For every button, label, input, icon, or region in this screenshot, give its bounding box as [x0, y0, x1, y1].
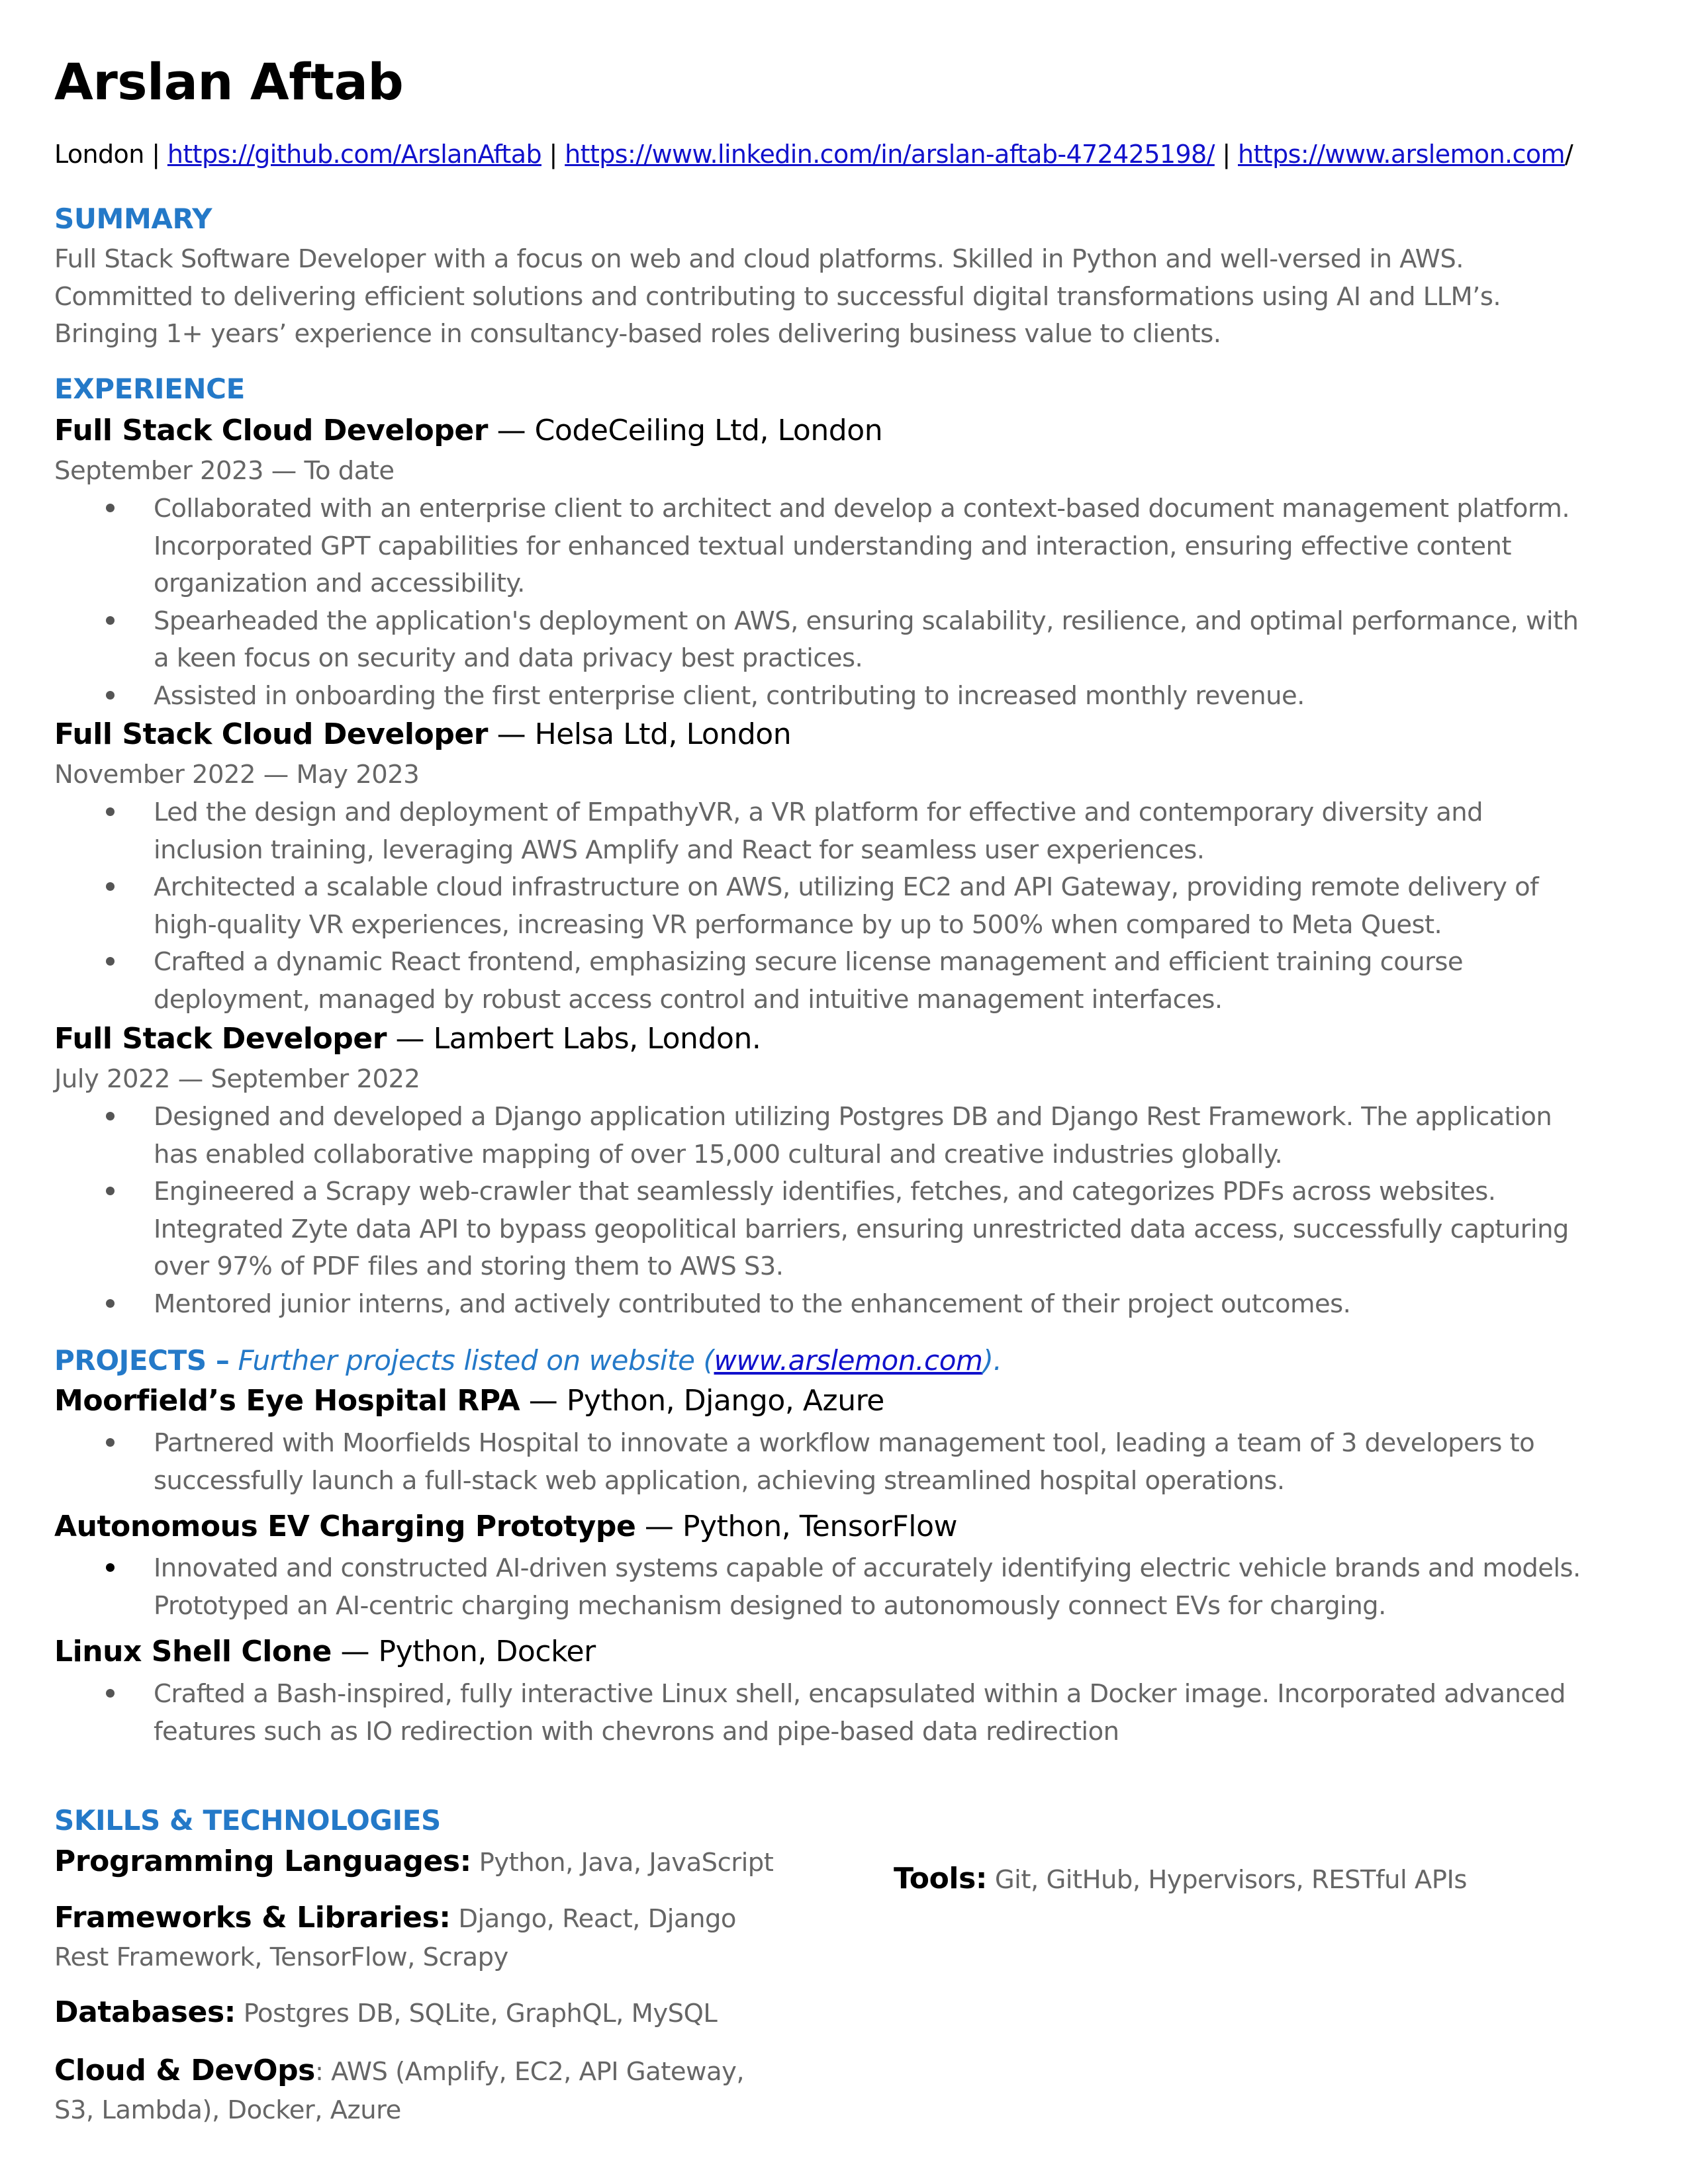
- bullet-dot-icon: [106, 1689, 115, 1698]
- job-role: Full Stack Cloud Developer: [54, 717, 489, 751]
- projects-subtitle: Further projects listed on website (www.arslemon.com).: [229, 1344, 1002, 1377]
- job-company: — Helsa Ltd, London: [488, 717, 792, 751]
- list-item: Mentored junior interns, and actively contributed to the enhancement of their project outcomes.: [54, 1286, 1597, 1324]
- job-role: Full Stack Cloud Developer: [54, 414, 489, 447]
- bullet-dot-icon: [106, 1187, 115, 1195]
- project-name: Autonomous EV Charging Prototype: [54, 1510, 636, 1543]
- list-item: Collaborated with an enterprise client to architect and develop a context-based document management platform. Incorporated GPT capabilities for enhanced textual understanding and interaction, ensuring effective content organization and accessibility.: [54, 490, 1597, 603]
- list-item: Spearheaded the application's deployment on AWS, ensuring scalability, resilience, and optimal performance, with a keen focus on security and data privacy best practices.: [54, 603, 1597, 678]
- list-item: Led the design and deployment of EmpathyVR, a VR platform for effective and contemporary diversity and inclusion training, leveraging AWS Amplify and React for seamless user experiences.: [54, 794, 1597, 869]
- list-item: Engineered a Scrapy web-crawler that seamlessly identifies, fetches, and categorizes PDFs across websites. Integrated Zyte data API to bypass geopolitical barriers, ensuring unrestricted data access, successfully capturing over 97% of PDF files and storing them to AWS S3.: [54, 1173, 1597, 1286]
- project-bullets: [54, 1550, 1597, 1625]
- bullet-dot-icon: [106, 882, 115, 891]
- job-title: [54, 1020, 761, 1058]
- contact-line: [54, 136, 1573, 173]
- separator: |: [152, 140, 160, 169]
- bullet-dot-icon: [106, 691, 115, 700]
- website-link[interactable]: https://www.arslemon.com: [1238, 140, 1565, 169]
- job-company: — CodeCeiling Ltd, London: [488, 414, 883, 447]
- job-bullets: [54, 1099, 1597, 1323]
- list-item: Innovated and constructed AI-driven systems capable of accurately identifying electric vehicle brands and models. Prototyped an AI-centric charging mechanism designed to autonomously connect EVs for charging.: [54, 1550, 1597, 1625]
- list-item: Partnered with Moorfields Hospital to innovate a workflow management tool, leading a team of 3 developers to successfully launch a full-stack web application, achieving streamlined hospital operations.: [54, 1425, 1597, 1500]
- bullet-dot-icon: [106, 504, 115, 512]
- project-name: Moorfield’s Eye Hospital RPA: [54, 1384, 520, 1418]
- skills-heading: SKILLS & TECHNOLOGIES: [54, 1804, 441, 1837]
- experience-heading: EXPERIENCE: [54, 373, 245, 405]
- linkedin-link[interactable]: https://www.linkedin.com/in/arslan-aftab-472425198/: [565, 140, 1215, 169]
- skill-cloud-devops: Cloud & DevOps: AWS (Amplify, EC2, API Gateway, S3, Lambda), Docker, Azure: [54, 2054, 745, 2125]
- projects-website-link[interactable]: www.arslemon.com: [714, 1344, 983, 1377]
- skill-databases: Databases: Postgres DB, SQLite, GraphQL, MySQL: [54, 1995, 718, 2029]
- summary-text: Full Stack Software Developer with a focus on web and cloud platforms. Skilled in Python and well-versed in AWS. Committed to delivering efficient solutions and contributing to successful digital transformations using AI and LLM’s. Bringing 1+ years’ experience in consultancy-based roles delivering business value to clients.: [54, 244, 1501, 349]
- job-bullets: [54, 490, 1597, 715]
- bullet-dot-icon: [106, 957, 115, 966]
- list-item: Assisted in onboarding the first enterprise client, contributing to increased monthly revenue.: [54, 678, 1597, 715]
- job-dates: November 2022 — May 2023: [54, 760, 420, 790]
- list-item: Designed and developed a Django application utilizing Postgres DB and Django Rest Framework. The application has enabled collaborative mapping of over 15,000 cultural and creative industries globally.: [54, 1099, 1597, 1173]
- project-bullets: [54, 1676, 1597, 1751]
- job-company: — Lambert Labs, London.: [387, 1022, 761, 1056]
- job-role: Full Stack Developer: [54, 1022, 387, 1056]
- list-item: Crafted a Bash-inspired, fully interactive Linux shell, encapsulated within a Docker image. Incorporated advanced features such as IO redirection with chevrons and pipe-based data redirection: [54, 1676, 1597, 1751]
- job-dates: July 2022 — September 2022: [54, 1064, 420, 1094]
- summary-heading: SUMMARY: [54, 203, 212, 235]
- project-title: [54, 1382, 884, 1420]
- bullet-dot-icon: [106, 1438, 115, 1447]
- project-tech: — Python, Docker: [331, 1635, 596, 1668]
- candidate-name: Arslan Aftab: [54, 52, 404, 111]
- bullet-dot-icon: [106, 1112, 115, 1120]
- bullet-dot-icon: [106, 807, 115, 816]
- skill-frameworks: Frameworks & Libraries: Django, React, Django Rest Framework, TensorFlow, Scrapy: [54, 1901, 736, 1972]
- separator: |: [1222, 140, 1231, 169]
- github-link[interactable]: https://github.com/ArslanAftab: [167, 140, 541, 169]
- bullet-dot-icon: [106, 1299, 115, 1308]
- project-name: Linux Shell Clone: [54, 1635, 332, 1668]
- list-item: Architected a scalable cloud infrastructure on AWS, utilizing EC2 and API Gateway, providing remote delivery of high-quality VR experiences, increasing VR performance by up to 500% when compared to Meta Quest.: [54, 869, 1597, 944]
- website-trailing-slash: /: [1564, 140, 1573, 169]
- project-title: [54, 1633, 596, 1671]
- job-bullets: [54, 794, 1597, 1019]
- bullet-dot-icon: [106, 616, 115, 625]
- location: London: [54, 140, 144, 169]
- project-title: [54, 1508, 957, 1546]
- bullet-dot-icon: [106, 1563, 115, 1572]
- projects-heading: PROJECTS – Further projects listed on website (www.arslemon.com).: [54, 1344, 1002, 1377]
- list-item: Crafted a dynamic React frontend, emphasizing secure license management and efficient training course deployment, managed by robust access control and intuitive management interfaces.: [54, 944, 1597, 1019]
- separator: |: [549, 140, 557, 169]
- job-title: [54, 715, 791, 754]
- project-tech: — Python, Django, Azure: [520, 1384, 884, 1418]
- job-title: [54, 412, 882, 450]
- job-dates: September 2023 — To date: [54, 456, 395, 486]
- skill-programming: Programming Languages: Python, Java, JavaScript: [54, 1844, 774, 1878]
- skill-tools: Tools: Git, GitHub, Hypervisors, RESTful APIs: [894, 1862, 1467, 1895]
- project-tech: — Python, TensorFlow: [635, 1510, 958, 1543]
- project-bullets: [54, 1425, 1597, 1500]
